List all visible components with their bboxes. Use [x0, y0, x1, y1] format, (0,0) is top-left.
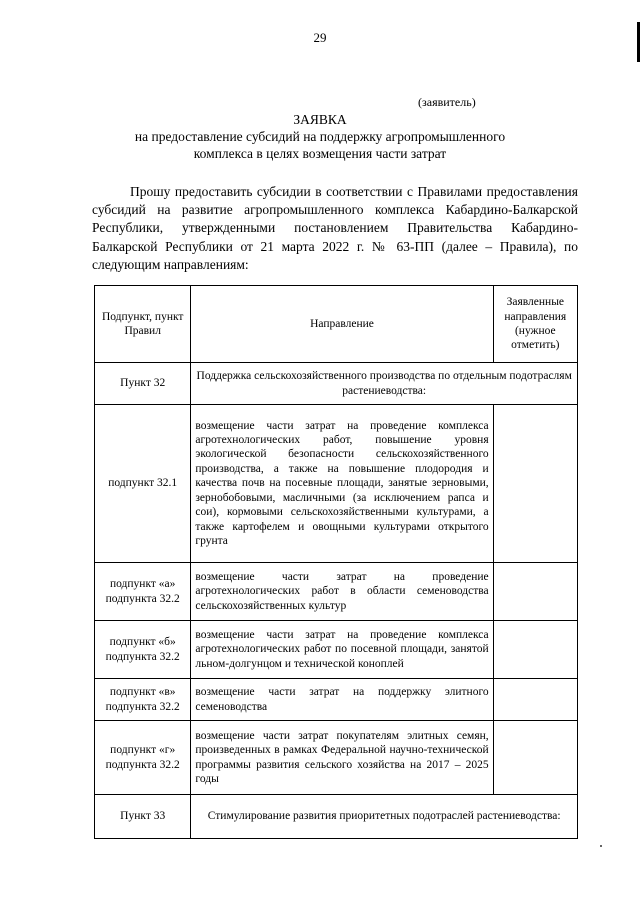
table-row [95, 621, 578, 679]
row-direction: возмещение части затрат на поддержку элитного семеноводства [191, 679, 493, 721]
row-subpoint: подпункт «в» подпункта 32.2 [95, 679, 191, 721]
row-checkbox-cell[interactable] [493, 621, 577, 679]
row-direction: возмещение части затрат на проведение агротехнологических работ в области семеноводства сельскохозяйственных культур [191, 563, 493, 621]
row-checkbox-cell[interactable] [493, 721, 577, 795]
document-subtitle-line1: на предоставление субсидий на поддержку агропромышленного [134, 129, 506, 144]
row-direction: возмещение части затрат на проведение комплекса агротехнологических работ по посевной площади, занятой льном-долгунцом и технической коноплей [191, 621, 493, 679]
row-direction: Стимулирование развития приоритетных подотраслей растениеводства: [191, 795, 578, 839]
row-subpoint: Пункт 32 [95, 363, 191, 405]
intro-text: Прошу предоставить субсидии в соответствии с Правилами предоставления субсидий на развитие агропромышленного комплекса Кабардино-Балкарской Республики, утвержденными постановлением Правительства Кабардино-Балкарской Республики от 21 марта 2022 г. № 63-ПП (далее – Правила), по следующим направлениям: [92, 184, 578, 272]
table-row [95, 405, 578, 563]
row-subpoint: подпункт «а» подпункта 32.2 [95, 563, 191, 621]
table-section-row [95, 795, 578, 839]
row-subpoint: подпункт «б» подпункта 32.2 [95, 621, 191, 679]
table-row [95, 679, 578, 721]
header-declared: Заявленные направления (нужное отметить) [493, 286, 577, 363]
row-subpoint: подпункт «г» подпункта 32.2 [95, 721, 191, 795]
document-subtitle-line2: комплекса в целях возмещения части затрат [193, 146, 447, 161]
header-direction: Направление [191, 286, 493, 363]
row-direction: Поддержка сельскохозяйственного производства по отдельным подотраслям растениеводства: [191, 363, 578, 405]
applicant-label: (заявитель) [418, 95, 476, 109]
row-subpoint: подпункт 32.1 [95, 405, 191, 563]
row-checkbox-cell[interactable] [493, 679, 577, 721]
row-direction: возмещение части затрат на проведение комплекса агротехнологических работ, повышение уровня экологической безопасности сельскохозяйственного производства, а также на повышение плодородия и качества почв на посевные площади, занятые зерновыми, зернобобовыми, масличными (за исключением рапса и сои), кормовыми сельскохозяйственными культурами, а также картофелем и овощными культурами открытого грунта [191, 405, 493, 563]
page-number: 29 [313, 30, 327, 45]
row-subpoint: Пункт 33 [95, 795, 191, 839]
row-checkbox-cell[interactable] [493, 563, 577, 621]
row-checkbox-cell[interactable] [493, 405, 577, 563]
header-subpoint: Подпункт, пункт Правил [95, 286, 191, 363]
table-header-row [95, 286, 578, 363]
document-title: ЗАЯВКА [293, 112, 347, 127]
intro-paragraph [92, 183, 578, 274]
table-row [95, 563, 578, 621]
table-section-row [95, 363, 578, 405]
scan-dot [600, 845, 602, 847]
row-direction: возмещение части затрат покупателям элитных семян, произведенных в рамках Федеральной научно-технической программы развития сельского хозяйства на 2017 – 2025 годы [191, 721, 493, 795]
table-row [95, 721, 578, 795]
directions-table [94, 285, 578, 839]
